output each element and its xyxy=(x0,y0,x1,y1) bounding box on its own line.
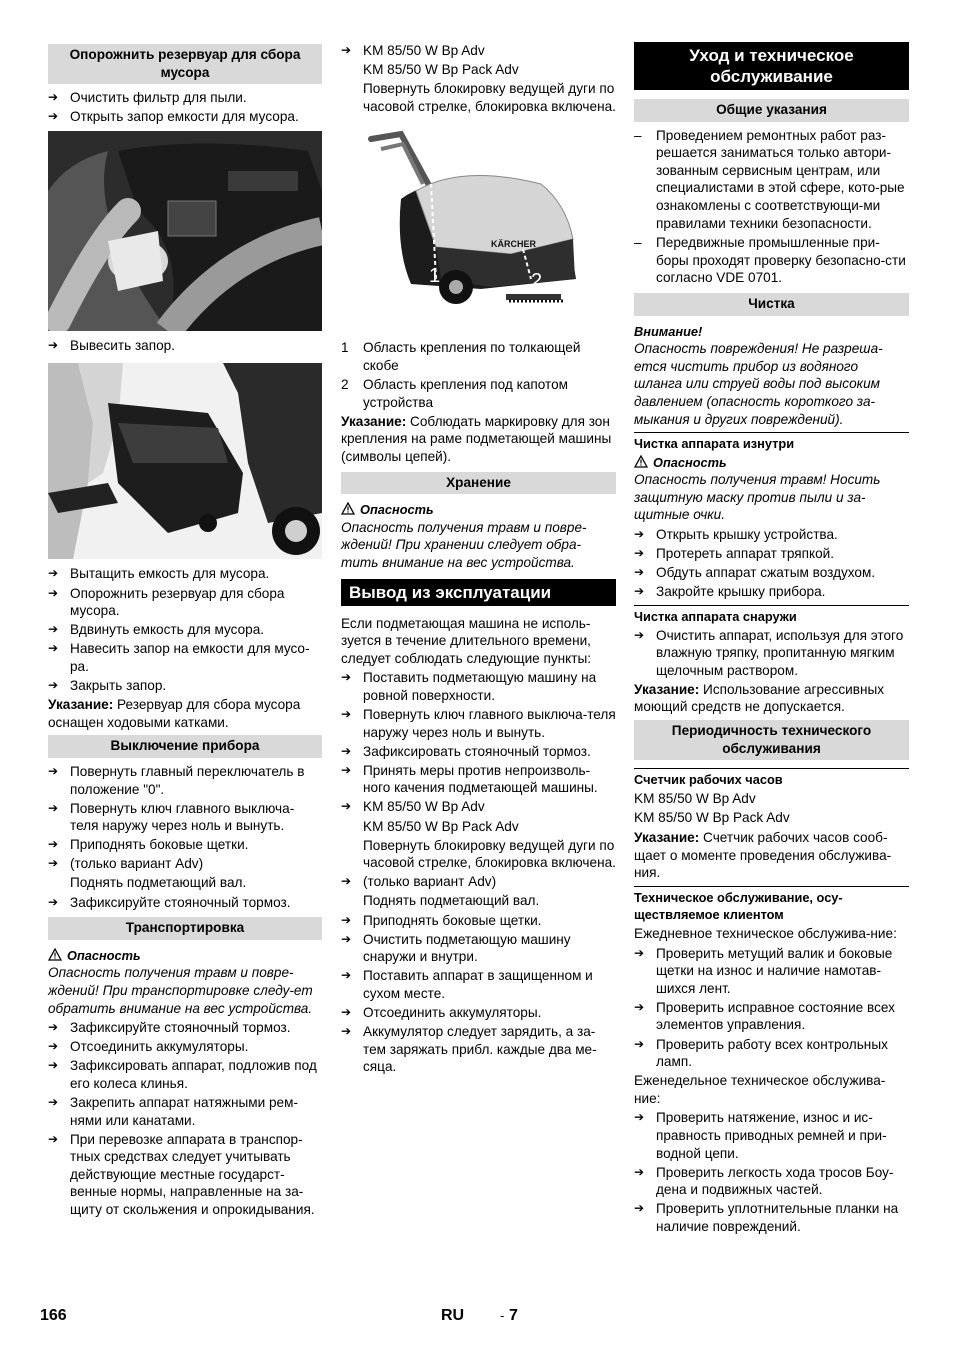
step: ➔ KM 85/50 W Bp Adv xyxy=(341,798,616,816)
column-2 xyxy=(341,42,616,1077)
section-heading-transport: Транспортировка xyxy=(48,917,322,940)
legend-text: Область крепления под капотом устройства xyxy=(363,377,569,410)
brand-label: KÄRCHER xyxy=(491,239,536,250)
step: ➔ Обдуть аппарат сжатым воздухом. xyxy=(634,564,909,582)
warning-icon xyxy=(634,455,648,468)
warning-text: Опасность получения травм и повре-ждений! При хранении следует обра-тить внимание на вес устройства. xyxy=(341,519,587,570)
step: ➔ Принять меры против непроизволь-ного качения подметающей машины. xyxy=(341,762,616,797)
step: ➔ При перевозке аппарата в транспор-тных средствах следует учитывать действующие местные государст-венные нормы, направленные на за-щиту от скольжения и опрокидывания. xyxy=(48,1131,322,1219)
language-code: RU xyxy=(441,1307,465,1324)
step: ➔ Повернуть ключ главного выключа-теля наружу через ноль и вынуть. xyxy=(341,706,616,741)
step: ➔ Очистить аппарат, используя для этого влажную тряпку, пропитанную мягким щелочным раствором. xyxy=(634,627,909,680)
footer-dash: - xyxy=(500,1308,505,1323)
step: ➔ Отсоединить аккумуляторы. xyxy=(48,1038,322,1056)
step: ➔ Зафиксировать стояночный тормоз. xyxy=(341,743,616,761)
note-label: Указание: xyxy=(341,413,407,429)
step: ➔ Открыть запор емкости для мусора. xyxy=(48,108,322,126)
step-continuation: KM 85/50 W Bp Pack Adv xyxy=(363,62,519,78)
step-continuation: Повернуть блокировку ведущей дуги по часовой стрелке, блокировка включена. xyxy=(363,81,616,114)
step: ➔ Проверить работу всех контрольных ламп. xyxy=(634,1036,909,1071)
step: ➔ Приподнять боковые щетки. xyxy=(341,912,616,930)
step: ➔ Зафиксировать аппарат, подложив под его колеса клинья. xyxy=(48,1057,322,1092)
list-item xyxy=(634,127,909,233)
daily-intro: Ежедневное техническое обслужива-ние: xyxy=(634,925,897,941)
model-line: KM 85/50 W Bp Adv xyxy=(634,790,756,806)
step-continuation: Поднять подметающий вал. xyxy=(70,875,247,891)
step: ➔ Вдвинуть емкость для мусора. xyxy=(48,621,322,639)
section-heading-empty-bin: Опорожнить резервуар для сбора мусора xyxy=(48,44,322,84)
legend-text: Область крепления по толкающей скобе xyxy=(363,340,581,373)
attention-label: Внимание! xyxy=(634,323,703,339)
step: ➔ Закройте крышку прибора. xyxy=(634,583,909,601)
note xyxy=(48,696,322,731)
step: ➔ Закрепить аппарат натяжными рем-нями или канатами. xyxy=(48,1094,322,1129)
list-item-text: Проведением ремонтных работ раз-решается заниматься только автори-зованным сервисным центрам, или специалистами в этой сфере, кото-рые ознакомлены с соответствующи-ми правилами техники безопасности. xyxy=(656,127,905,231)
warning-text: Опасность получения травм и повре-ждений! При транспортировке следу-ет обратить внимание на вес устройства. xyxy=(48,965,313,1016)
step: ➔ Повернуть ключ главного выключа-теля наружу через ноль и вынуть. xyxy=(48,800,322,835)
photo-bin-removal xyxy=(48,363,322,559)
figure-label-2: 2 xyxy=(531,270,543,293)
section-heading-care: Уход и техническое обслуживание xyxy=(634,42,909,90)
legend-number: 1 xyxy=(341,340,349,356)
section-heading-switch-off: Выключение прибора xyxy=(48,735,322,758)
warning-heading xyxy=(634,454,909,472)
list-item-text: Передвижные промышленные при-боры проходят проверку безопасно-сти согласно VDE 0701. xyxy=(656,235,906,286)
step: ➔ Проверить легкость хода тросов Боу-дена и подвижных частей. xyxy=(634,1164,909,1199)
column-3 xyxy=(634,42,909,1237)
step: ➔ Проверить исправное состояние всех элементов управления. xyxy=(634,999,909,1034)
photo-latch xyxy=(48,131,322,331)
section-heading-general: Общие указания xyxy=(634,99,909,122)
step: ➔ Очистить фильтр для пыли. xyxy=(48,89,322,107)
step: ➔ Зафиксируйте стояночный тормоз. xyxy=(48,894,322,912)
subheading-hour-counter: Счетчик рабочих часов xyxy=(634,768,909,789)
step: ➔ (только вариант Adv) xyxy=(48,855,322,873)
column-1 xyxy=(48,42,322,1220)
step: ➔ Поставить подметающую машину на ровной поверхности. xyxy=(341,669,616,704)
step: ➔ Поставить аппарат в защищенном и сухом месте. xyxy=(341,967,616,1002)
step: ➔ (только вариант Adv) xyxy=(341,873,616,891)
step-continuation: KM 85/50 W Bp Pack Adv xyxy=(363,818,519,834)
note-label: Указание: xyxy=(634,681,700,697)
step: ➔ KM 85/50 W Bp Adv xyxy=(341,42,616,60)
photo-latch-illustration xyxy=(48,131,322,331)
section-heading-decommissioning: Вывод из эксплуатации xyxy=(341,579,616,606)
warning-label: Опасность xyxy=(67,947,141,963)
dash-bullet: – xyxy=(634,127,642,143)
step: ➔ Опорожнить резервуар для сбора мусора. xyxy=(48,585,322,620)
legend-number: 2 xyxy=(341,377,349,393)
note-label: Указание: xyxy=(634,829,700,845)
step: ➔ Вывесить запор. xyxy=(48,337,322,355)
subheading-customer-maintenance: Техническое обслуживание, осу-ществляемое клиентом xyxy=(634,886,909,924)
step: ➔ Проверить уплотнительные планки на наличие повреждений. xyxy=(634,1200,909,1235)
sweeper-illustration xyxy=(341,129,616,329)
legend-item xyxy=(341,339,616,374)
photo-bin-illustration xyxy=(48,363,322,559)
warning-text: Опасность получения травм! Носить защитную маску против пыли и за-щитные очки. xyxy=(634,472,881,523)
step: ➔ Отсоединить аккумуляторы. xyxy=(341,1004,616,1022)
note xyxy=(341,413,616,466)
warning-icon xyxy=(341,502,355,515)
step: ➔ Аккумулятор следует зарядить, а за-тем заряжать прибл. каждые два ме-сяца. xyxy=(341,1023,616,1076)
list-item xyxy=(634,234,909,287)
legend-item xyxy=(341,376,616,411)
note-text: Использование агрессивных моющий средств не допускается. xyxy=(634,681,885,715)
note-text: Соблюдать маркировку для зон крепления на раме подметающей машины (символы цепей). xyxy=(341,413,612,464)
warning-icon xyxy=(48,948,62,961)
step: ➔ Зафиксируйте стояночный тормоз. xyxy=(48,1019,322,1037)
step: ➔ Повернуть главный переключатель в положение "0". xyxy=(48,763,322,798)
step: ➔ Открыть крышку устройства. xyxy=(634,526,909,544)
step: ➔ Проверить метущий валик и боковые щетки на износ и наличие намотав-шихся лент. xyxy=(634,945,909,998)
note xyxy=(634,681,909,716)
warning-heading xyxy=(48,947,322,965)
page-number: 166 xyxy=(40,1307,67,1324)
step-continuation: Поднять подметающий вал. xyxy=(363,893,540,909)
section-heading-maintenance-intervals: Периодичность технического обслуживания xyxy=(634,720,909,760)
model-line: KM 85/50 W Bp Pack Adv xyxy=(634,810,790,826)
step-continuation: Повернуть блокировку ведущей дуги по часовой стрелке, блокировка включена. xyxy=(363,837,616,871)
step: ➔ Проверить натяжение, износ и ис-правность приводных ремней и при-водной цепи. xyxy=(634,1109,909,1162)
figure-label-1: 1 xyxy=(429,265,441,288)
section-page-number: 7 xyxy=(509,1307,518,1324)
section-heading-cleaning: Чистка xyxy=(634,293,909,316)
note-text: Счетчик рабочих часов сооб-щает о моменте проведения обслужива-ния. xyxy=(634,829,892,881)
step: ➔ Навесить запор на емкости для мусо-ра. xyxy=(48,640,322,675)
note-label: Указание: xyxy=(48,697,114,713)
note xyxy=(634,829,909,882)
weekly-intro: Еженедельное техническое обслужива-ние: xyxy=(634,1073,886,1106)
step: ➔ Очистить подметающую машину снаружи и внутри. xyxy=(341,931,616,966)
figure-sweeper xyxy=(341,129,616,329)
step: ➔ Закрыть запор. xyxy=(48,677,322,695)
warning-heading xyxy=(341,501,616,519)
section-heading-storage: Хранение xyxy=(341,472,616,495)
step: ➔ Приподнять боковые щетки. xyxy=(48,836,322,854)
step: ➔ Протереть аппарат тряпкой. xyxy=(634,545,909,563)
subheading-outside: Чистка аппарата снаружи xyxy=(634,605,909,626)
dash-bullet: – xyxy=(634,235,642,251)
note-text: Резервуар для сбора мусора оснащен ходовыми катками. xyxy=(48,697,301,730)
decom-intro: Если подметающая машина не исполь-зуется в течение длительного времени, следует соблюдать следующие пункты: xyxy=(341,615,592,666)
warning-label: Опасность xyxy=(360,502,434,518)
warning-label: Опасность xyxy=(653,454,727,470)
subheading-inside: Чистка аппарата изнутри xyxy=(634,432,909,453)
attention-text: Опасность повреждения! Не разреша-ется чистить прибор из водяного шланга или струей воды под высоким давлением (опасность короткого за-мыкания и других повреждений). xyxy=(634,341,883,427)
step: ➔ Вытащить емкость для мусора. xyxy=(48,565,322,583)
